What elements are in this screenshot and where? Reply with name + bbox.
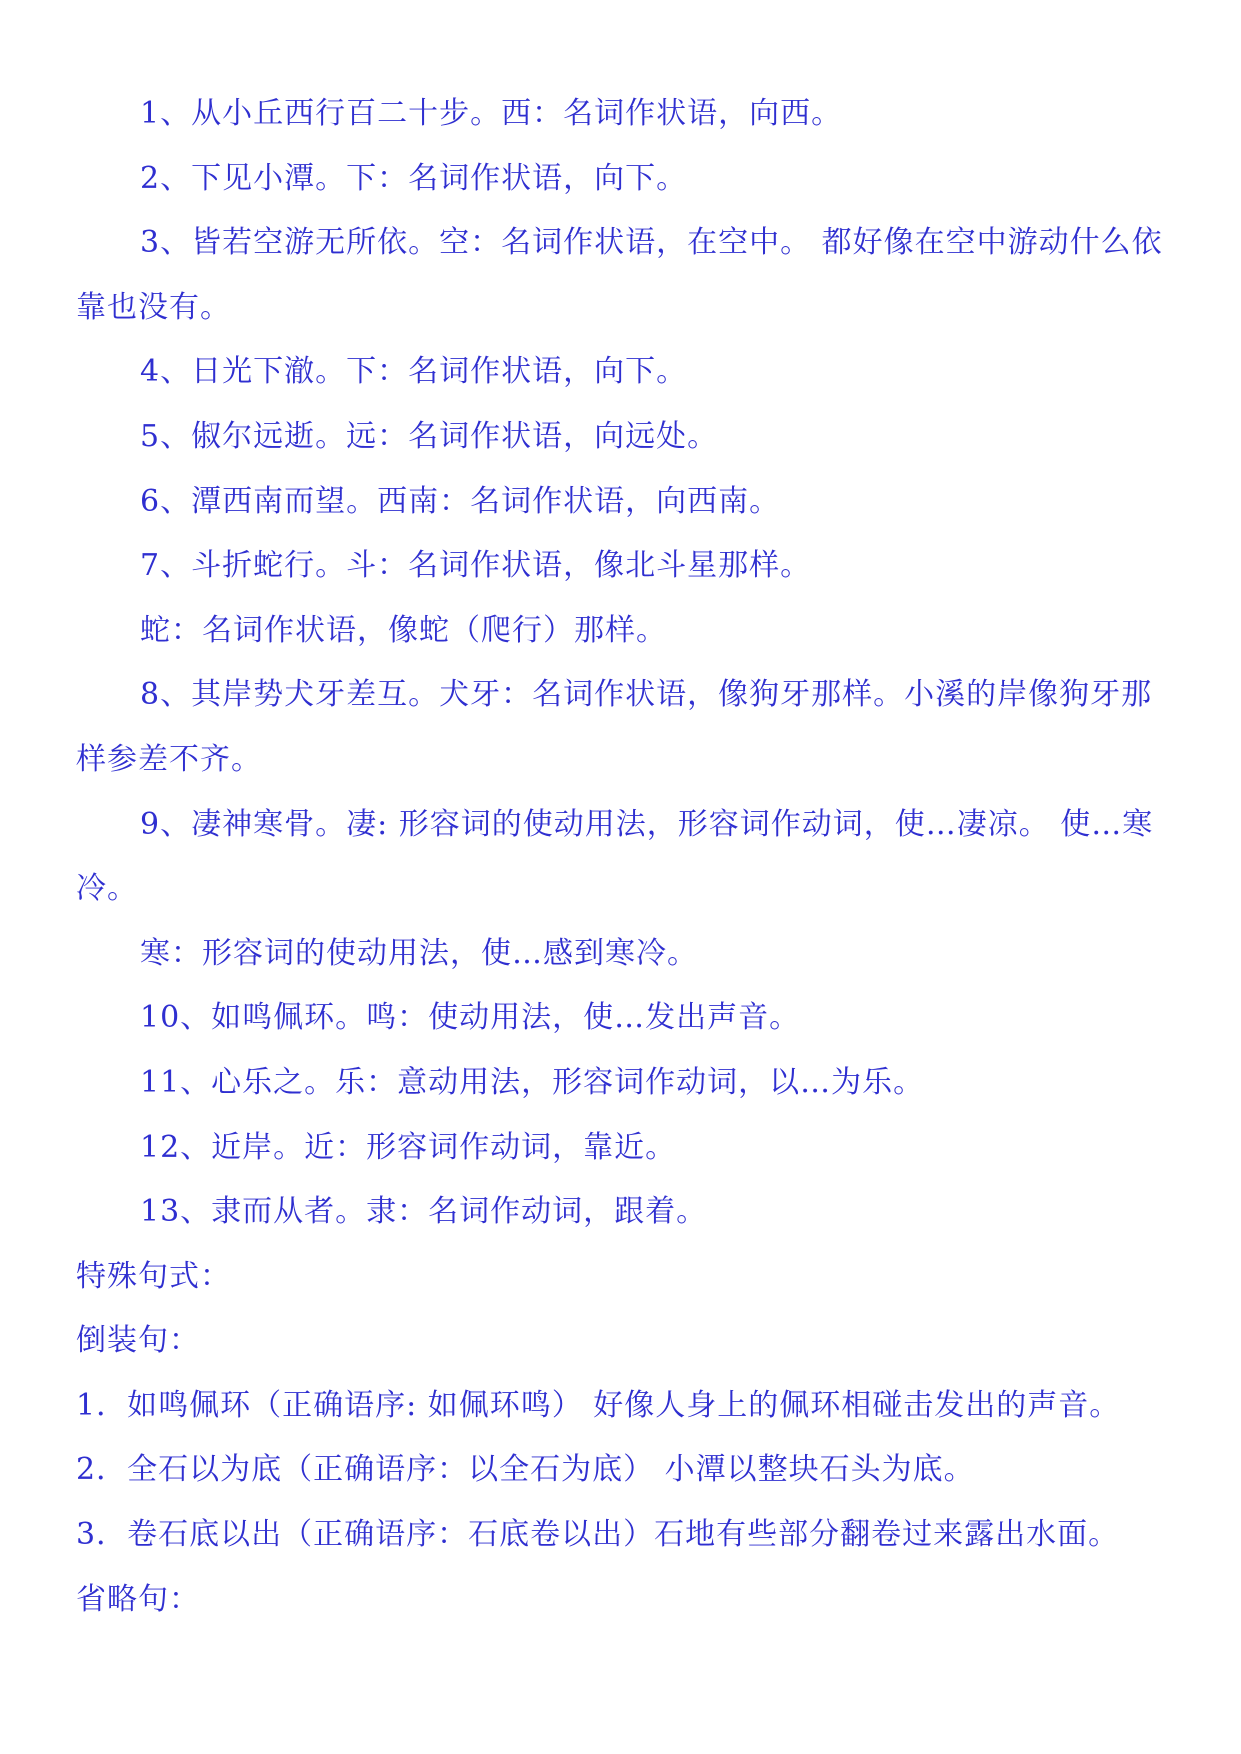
paragraph-3: 3、皆若空游无所依。空：名词作状语，在空中。 都好像在空中游动什么依靠也没有。	[76, 225, 1163, 325]
paragraph-9-continued: 寒：形容词的使动用法，使…感到寒冷。	[140, 935, 698, 971]
subheading-omitted-sentences: 省略句：	[76, 1581, 200, 1617]
paragraph-2: 2、下见小潭。下：名词作状语，向下。	[140, 160, 688, 196]
paragraph-13: 13、隶而从者。隶：名词作动词，跟着。	[140, 1194, 708, 1230]
paragraph-4: 4、日光下澈。下：名词作状语，向下。	[140, 354, 688, 390]
inverted-sentence-1: 1．如鸣佩环（正确语序: 如佩环鸣） 好像人身上的佩环相碰击发出的声音。	[76, 1387, 1121, 1423]
inverted-sentence-3: 3．卷石底以出（正确语序：石底卷以出）石地有些部分翻卷过来露出水面。	[76, 1517, 1120, 1553]
paragraph-7-continued: 蛇：名词作状语，像蛇（爬行）那样。	[140, 612, 667, 648]
paragraph-11: 11、心乐之。乐：意动用法，形容词作动词，以…为乐。	[140, 1064, 925, 1100]
paragraph-10: 10、如鸣佩环。鸣：使动用法，使…发出声音。	[140, 1000, 801, 1036]
paragraph-9: 9、凄神寒骨。凄: 形容词的使动用法，形容词作动词，使…凄凉。 使…寒冷。	[76, 806, 1154, 907]
paragraph-5: 5、俶尔远逝。远：名词作状语，向远处。	[140, 418, 719, 454]
paragraph-12: 12、近岸。近：形容词作动词，靠近。	[140, 1129, 677, 1165]
inverted-sentence-2: 2．全石以为底（正确语序：以全石为底） 小潭以整块石头为底。	[76, 1452, 975, 1488]
paragraph-7: 7、斗折蛇行。斗：名词作状语，像北斗星那样。	[140, 548, 812, 584]
section-heading-special-sentences: 特殊句式：	[76, 1258, 231, 1294]
paragraph-1: 1、从小丘西行百二十步。西：名词作状语，向西。	[140, 96, 843, 131]
paragraph-6: 6、潭西南而望。西南：名词作状语，向西南。	[140, 483, 781, 519]
document-body	[76, 82, 1176, 1632]
paragraph-8: 8、其岸势犬牙差互。犬牙：名词作状语，像狗牙那样。小溪的岸像狗牙那样参差不齐。	[76, 677, 1153, 777]
subheading-inverted-sentences: 倒装句：	[76, 1323, 200, 1359]
